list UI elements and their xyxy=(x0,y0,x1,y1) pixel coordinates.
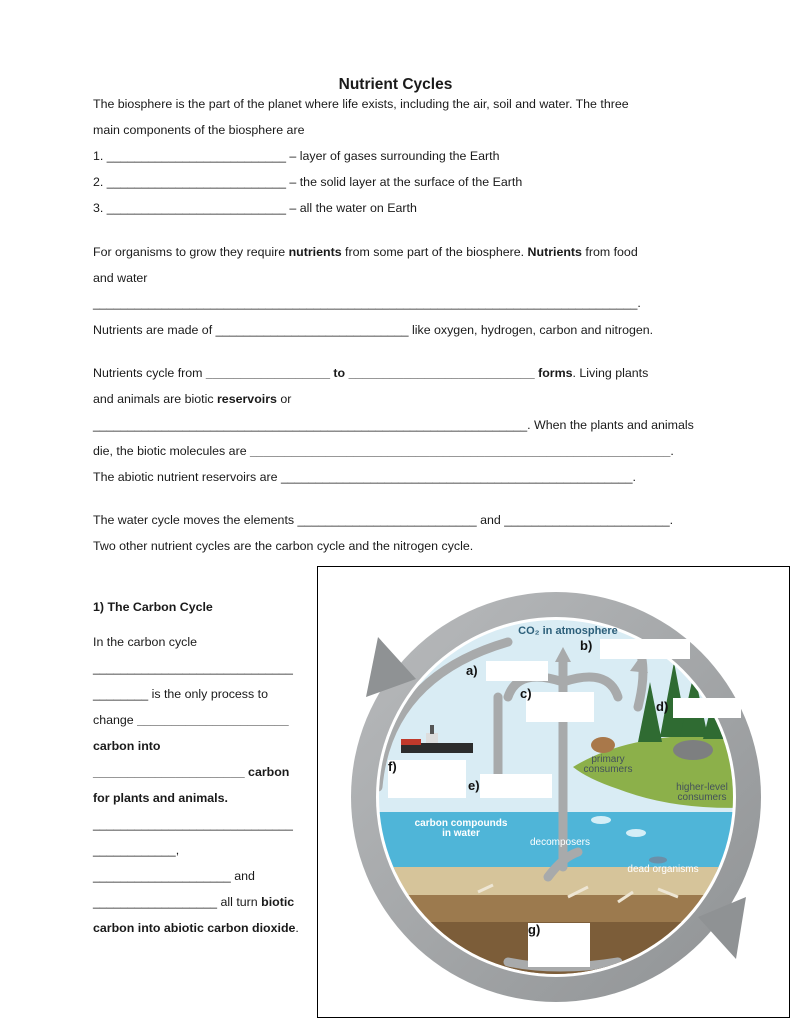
component-item-2 xyxy=(93,174,522,190)
text: . xyxy=(669,513,674,527)
bold-term: biotic xyxy=(261,895,295,909)
carbon-line-7: for plants and animals. xyxy=(93,791,228,805)
answer-blank: ____________________________ xyxy=(215,323,409,337)
carbon-line-1: In the carbon cycle xyxy=(93,635,198,649)
wolf xyxy=(673,740,713,760)
answer-blank: __________________________ xyxy=(297,513,477,527)
answer-box-b[interactable] xyxy=(600,639,690,659)
text: is the only process to xyxy=(148,687,268,701)
text: carbon compounds xyxy=(414,818,508,829)
text: change xyxy=(93,713,138,727)
item-description: – layer of gases surrounding the Earth xyxy=(285,149,500,163)
carbon-line-11 xyxy=(93,894,294,910)
answer-blank: _____________________________________________________________ xyxy=(250,444,671,458)
cycle-line-2 xyxy=(93,391,291,407)
primary-consumers-label xyxy=(580,755,636,775)
dead-organisms-label: dead organisms xyxy=(627,864,699,875)
made-of-line xyxy=(93,322,653,338)
text: like oxygen, hydrogen, carbon and nitrogen. xyxy=(408,323,654,337)
component-item-3 xyxy=(93,200,417,216)
carbon-line-5: carbon into xyxy=(93,739,161,753)
label-e: e) xyxy=(468,778,480,793)
answer-blank: __________________________ xyxy=(106,201,286,215)
item-description: – all the water on Earth xyxy=(285,201,417,215)
text: and xyxy=(476,513,505,527)
water-line-2: Two other nutrient cycles are the carbon cycle and the nitrogen cycle. xyxy=(93,539,474,553)
text: all turn xyxy=(217,895,262,909)
text: consumers xyxy=(677,792,727,803)
text: primary xyxy=(591,754,625,765)
answer-blank: ______________________ xyxy=(93,765,245,779)
text: carbon xyxy=(244,765,290,779)
label-g: g) xyxy=(528,922,541,937)
answer-blank: ________________________ xyxy=(504,513,670,527)
page-title: Nutrient Cycles xyxy=(338,76,453,93)
answer-box-d[interactable] xyxy=(673,698,741,718)
intro-line-2: main components of the biosphere are xyxy=(93,123,305,137)
label-f: f) xyxy=(388,759,397,774)
text: from some part of the biosphere. xyxy=(341,245,528,259)
cycle-line-3 xyxy=(93,417,694,433)
answer-blank: __________________________ xyxy=(106,149,286,163)
bold-term: forms xyxy=(534,366,573,380)
label-d: d) xyxy=(656,699,669,714)
bold-term: nutrients xyxy=(288,245,342,259)
bold-term: carbon into abiotic carbon dioxide xyxy=(93,921,296,935)
text: higher-level xyxy=(676,782,728,793)
fish xyxy=(626,829,646,837)
answer-blank: ____________________ xyxy=(93,869,231,883)
intro-line-1: The biosphere is the part of the planet where life exists, including the air, soil and water. The three xyxy=(93,97,629,111)
item-number: 1. xyxy=(93,149,104,163)
dead-fish xyxy=(649,857,667,864)
answer-blank: _______________________________________________________________ xyxy=(93,418,528,432)
text: Nutrients are made of xyxy=(93,323,216,337)
text: The water cycle moves the elements xyxy=(93,513,298,527)
label-c: c) xyxy=(520,686,532,701)
nutrients-line-2: and water xyxy=(93,271,148,285)
carbon-line-12 xyxy=(93,920,299,936)
cycle-line-5 xyxy=(93,469,636,485)
item-number: 2. xyxy=(93,175,104,189)
nutrients-line-1 xyxy=(93,244,638,260)
nutrients-answer-line: _______________________________________________________________________________. xyxy=(93,296,641,310)
rabbit xyxy=(591,737,615,753)
answer-blank: ______________________ xyxy=(137,713,289,727)
text: in water xyxy=(442,828,480,839)
answer-box-e[interactable] xyxy=(480,774,552,798)
text: from food xyxy=(581,245,638,259)
bold-term: reservoirs xyxy=(216,392,277,406)
carbon-cycle-heading: 1) The Carbon Cycle xyxy=(93,600,213,614)
text: die, the biotic molecules are xyxy=(93,444,251,458)
text: and xyxy=(230,869,255,883)
text: and animals are biotic xyxy=(93,392,217,406)
carbon-line-6 xyxy=(93,764,289,780)
component-item-1 xyxy=(93,148,500,164)
carbon-compounds-label xyxy=(406,819,516,839)
cycle-line-1 xyxy=(93,365,648,381)
text: . xyxy=(295,921,299,935)
answer-blank: ________ xyxy=(93,687,149,701)
text: For organisms to grow they require xyxy=(93,245,289,259)
label-a: a) xyxy=(466,663,478,678)
item-description: – the solid layer at the surface of the Earth xyxy=(285,175,523,189)
bold-term: Nutrients xyxy=(527,245,582,259)
answer-box-c[interactable] xyxy=(526,692,594,722)
text: or xyxy=(276,392,292,406)
text: . Living plants xyxy=(572,366,649,380)
carbon-line-3 xyxy=(93,686,268,702)
higher-consumers-label xyxy=(670,783,734,803)
carbon-cycle-diagram xyxy=(317,566,790,1018)
text: Nutrients cycle from xyxy=(93,366,206,380)
decomposers-label: decomposers xyxy=(529,837,591,848)
label-b: b) xyxy=(580,638,593,653)
carbon-line-8: _____________________________ xyxy=(93,817,293,831)
answer-box-a[interactable] xyxy=(486,661,548,681)
answer-blank: __________________ xyxy=(205,366,330,380)
carbon-line-10 xyxy=(93,868,255,884)
cycle-line-4 xyxy=(93,443,674,459)
water-line-1 xyxy=(93,512,673,528)
answer-blank: ___________________________________________________ xyxy=(281,470,633,484)
answer-blank: __________________________ xyxy=(106,175,286,189)
text: . When the plants and animals xyxy=(527,418,694,432)
answer-blank: __________________ xyxy=(93,895,218,909)
co2-label: CO₂ in atmosphere xyxy=(518,625,618,637)
text: consumers xyxy=(583,764,633,775)
carbon-line-4 xyxy=(93,712,289,728)
carbon-line-2: _____________________________ xyxy=(93,661,293,675)
bold-term: to xyxy=(329,366,349,380)
carbon-line-9: ____________, xyxy=(93,843,180,857)
text: . xyxy=(670,444,674,458)
fish xyxy=(591,816,611,824)
text: The abiotic nutrient reservoirs are xyxy=(93,470,282,484)
text: . xyxy=(632,470,636,484)
answer-box-f[interactable] xyxy=(388,760,466,798)
answer-blank: ___________________________ xyxy=(348,366,535,380)
item-number: 3. xyxy=(93,201,104,215)
